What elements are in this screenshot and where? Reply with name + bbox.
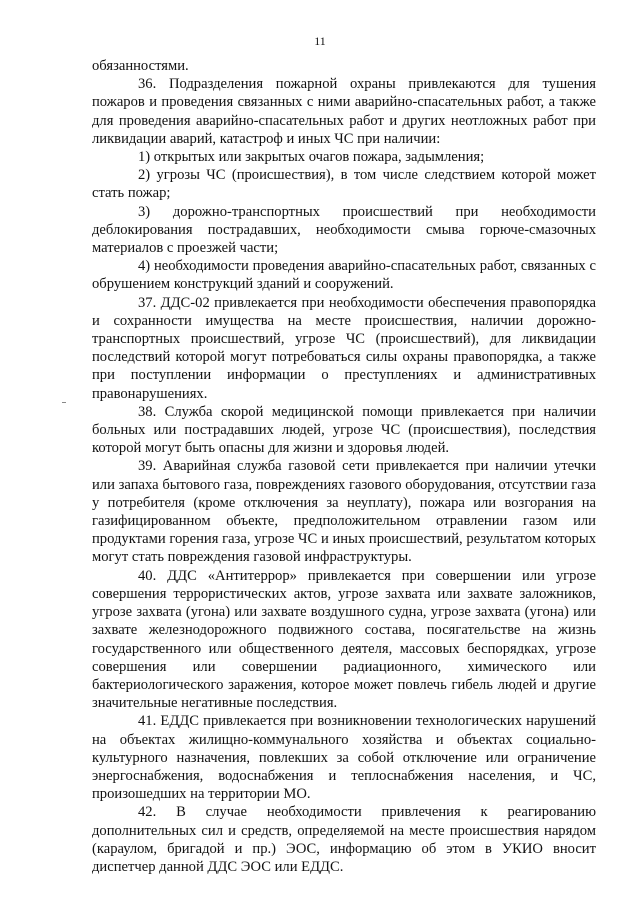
paragraph-38: 38. Служба скорой медицинской помощи привлекается при наличии больных или пострадавших людей, угрозе ЧС (происшествия), последствия которой могут быть опасны для жизни и здоровья людей.: [92, 403, 596, 457]
paragraph-39: 39. Аварийная служба газовой сети привлекается при наличии утечки или запаха бытового газа, повреждениях газового оборудования, отсутствии газа у потребителя (кроме отключения за неуплату), пожара или возгорания на газифицированном объекте, предположительном отравлении газом или продуктами горения газа, угрозе ЧС и иных происшествий, результатом которых могут стать повреждения газовой инфраструктуры.: [92, 458, 596, 566]
document-body: [92, 57, 596, 876]
paragraph-42: 42. В случае необходимости привлечения к реагированию дополнительных сил и средств, определяемой на месте происшествия нарядом (караулом, бригадой и пр.) ЭОС, информацию об этом в УКИО вносит диспетчер данной ДДС ЭОС или ЕДДС.: [92, 804, 596, 875]
paragraph-continuation: обязанностями.: [92, 58, 189, 74]
page-number: 11: [314, 34, 326, 48]
list-item-36-3: 3) дорожно-транспортных происшествий при необходимости деблокирования пострадавших, необходимости смыва горюче-смазочных материалов с проезжей части;: [92, 203, 596, 257]
list-item-36-1: 1) открытых или закрытых очагов пожара, задымления;: [138, 149, 485, 166]
margin-mark: [62, 402, 66, 403]
list-item-36-2: 2) угрозы ЧС (происшествия), в том числе следствием которой может стать пожар;: [92, 167, 596, 202]
paragraph-36: 36. Подразделения пожарной охраны привлекаются для тушения пожаров и проведения связанных с ними аварийно-спасательных работ, а также для проведения аварийно-спасательных работ и других неотложных работ при ликвидации аварий, катастроф и иных ЧС при наличии:: [92, 76, 596, 147]
paragraph-41: 41. ЕДДС привлекается при возникновении технологических нарушений на объектах жилищно-коммунального хозяйства и объектах социально-культурного назначения, повлекших за собой отключение или ограничение энергоснабжения, водоснабжения и теплоснабжения населения, и ЧС, произошедших на территории МО.: [92, 713, 596, 803]
list-item-36-4: 4) необходимости проведения аварийно-спасательных работ, связанных с обрушением конструкций зданий и сооружений.: [92, 258, 596, 293]
paragraph-40: 40. ДДС «Антитеррор» привлекается при совершении или угрозе совершения террористических актов, угрозе захвата или захвате заложников, угрозе захвата (угона) или захвате воздушного судна, угрозе захвата (угона) или захвате железнодорожного подвижного состава, посягательстве на жизнь государственного или общественного деятеля, массовых беспорядках, угрозе совершения или совершении радиационного, химического или бактериологического заражения, которое может повлечь гибель людей и другие значительные негативные последствия.: [92, 567, 596, 712]
paragraph-37: 37. ДДС-02 привлекается при необходимости обеспечения правопорядка и сохранности имущества на месте происшествия, наличии дорожно-транспортных происшествий, угрозе ЧС (происшествий), для ликвидации последствий которой могут потребоваться силы охраны правопорядка, а также при поступлении информации о преступлениях и административных правонарушениях.: [92, 294, 596, 402]
